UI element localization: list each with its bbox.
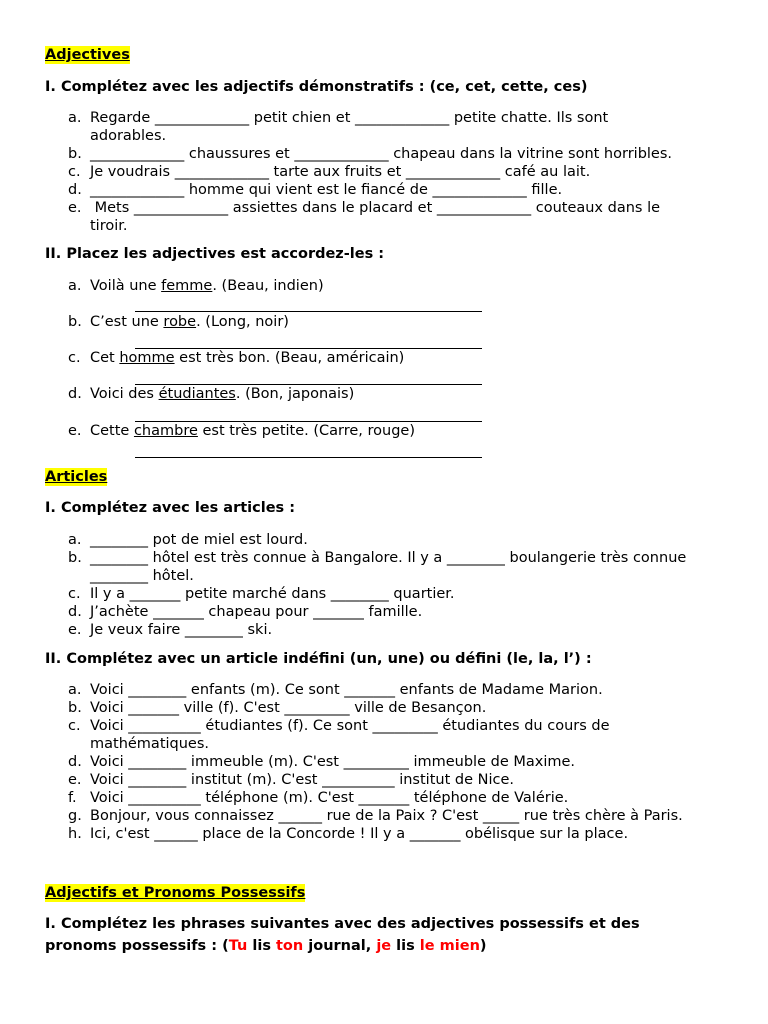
item-marker: f. <box>68 790 77 806</box>
section-title-adjectives: Adjectives <box>45 47 130 63</box>
list-item: Regarde _____________ petit chien et _____________ petite chatte. Ils sont <box>90 110 609 126</box>
list-item: tiroir. <box>90 218 128 234</box>
list-item: Cet homme est très bon. (Beau, américain) <box>90 350 405 366</box>
exercise-heading-articles: I. Complétez avec les articles : <box>45 500 296 516</box>
exercise-heading-demonstratifs: I. Complétez avec les adjectifs démonstratifs : (ce, cet, cette, ces) <box>45 79 588 95</box>
list-item: Voici des étudiantes. (Bon, japonais) <box>90 386 355 402</box>
list-item: ________ hôtel est très connue à Bangalore. Il y a ________ boulangerie très connue <box>90 550 687 566</box>
list-item: Voici ________ enfants (m). Ce sont _______ enfants de Madame Marion. <box>90 682 603 698</box>
item-marker: a. <box>68 532 82 548</box>
item-marker: c. <box>68 718 81 734</box>
target-word: robe <box>163 314 197 330</box>
exercise-heading-possessifs: I. Complétez les phrases suivantes avec des adjectives possessifs et des <box>45 916 640 932</box>
list-item: _____________ chaussures et _____________ chapeau dans la vitrine sont horribles. <box>90 146 673 162</box>
exercise-heading-accordez: II. Placez les adjectives est accordez-les : <box>45 246 385 262</box>
list-item: Voici __________ étudiantes (f). Ce sont _________ étudiantes du cours de <box>90 718 610 734</box>
list-item: Bonjour, vous connaissez ______ rue de la Paix ? C'est _____ rue très chère à Paris. <box>90 808 683 824</box>
target-word: femme <box>161 278 213 294</box>
list-item: Il y a _______ petite marché dans ________ quartier. <box>90 586 455 602</box>
item-marker: c. <box>68 164 81 180</box>
item-marker: a. <box>68 278 82 294</box>
list-item: Voici _______ ville (f). C'est _________ ville de Besançon. <box>90 700 487 716</box>
list-item: _____________ homme qui vient est le fiancé de _____________ fille. <box>90 182 563 198</box>
item-marker: b. <box>68 314 82 330</box>
list-item: Voici ________ immeuble (m). C'est _________ immeuble de Maxime. <box>90 754 576 770</box>
item-marker: a. <box>68 682 82 698</box>
item-marker: e. <box>68 622 82 638</box>
list-item: Je voudrais _____________ tarte aux fruits et _____________ café au lait. <box>90 164 591 180</box>
item-marker: c. <box>68 350 81 366</box>
example-word: je <box>376 938 392 954</box>
list-item: Cette chambre est très petite. (Carre, rouge) <box>90 423 416 439</box>
item-marker: b. <box>68 146 82 162</box>
item-marker: d. <box>68 754 82 770</box>
target-word: homme <box>119 350 175 366</box>
exercise-heading-indefini-defini: II. Complétez avec un article indéfini (un, une) ou défini (le, la, l’) : <box>45 651 592 667</box>
list-item: Ici, c'est ______ place de la Concorde ! Il y a _______ obélisque sur la place. <box>90 826 629 842</box>
list-item: Voici __________ téléphone (m). C'est _______ téléphone de Valérie. <box>90 790 569 806</box>
item-marker: d. <box>68 604 82 620</box>
list-item: ________ pot de miel est lourd. <box>90 532 308 548</box>
target-word: chambre <box>133 423 198 439</box>
list-item: Je veux faire ________ ski. <box>90 622 273 638</box>
list-item: Mets _____________ assiettes dans le placard et _____________ couteaux dans le <box>90 200 661 216</box>
item-marker: h. <box>68 826 82 842</box>
item-marker: c. <box>68 586 81 602</box>
item-marker: d. <box>68 386 82 402</box>
list-item: J’achète _______ chapeau pour _______ famille. <box>90 604 423 620</box>
list-item: mathématiques. <box>90 736 210 752</box>
item-marker: b. <box>68 700 82 716</box>
list-item: Voici ________ institut (m). C'est __________ institut de Nice. <box>90 772 514 788</box>
item-marker: g. <box>68 808 82 824</box>
item-marker: b. <box>68 550 82 566</box>
target-word: étudiantes <box>158 386 236 402</box>
answer-line[interactable] <box>135 311 482 312</box>
item-marker: e. <box>68 772 82 788</box>
item-marker: e. <box>68 200 82 216</box>
list-item: ________ hôtel. <box>90 568 194 584</box>
answer-line[interactable] <box>135 457 482 458</box>
list-item: C’est une robe. (Long, noir) <box>90 314 289 330</box>
example-word: Tu <box>228 938 248 954</box>
example-word: ton <box>276 938 304 954</box>
item-marker: a. <box>68 110 82 126</box>
item-marker: d. <box>68 182 82 198</box>
example-word: le mien <box>419 938 480 954</box>
list-item: adorables. <box>90 128 167 144</box>
list-item: Voilà une femme. (Beau, indien) <box>90 278 324 294</box>
section-title-articles: Articles <box>45 469 108 485</box>
section-title-possessifs: Adjectifs et Pronoms Possessifs <box>45 885 306 901</box>
item-marker: e. <box>68 423 82 439</box>
exercise-heading-possessifs-example: pronoms possessifs : (Tu lis ton journal, je lis le mien) <box>45 938 487 954</box>
